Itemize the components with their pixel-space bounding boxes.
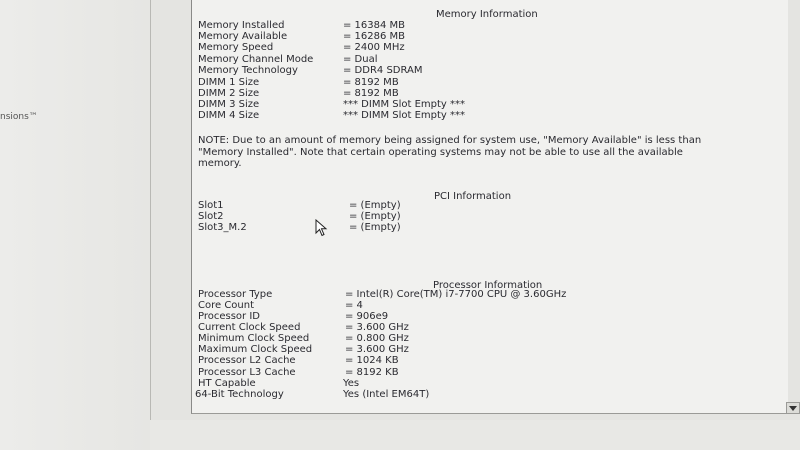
mouse-pointer-icon (315, 219, 329, 237)
memory-speed-label: Memory Speed (198, 42, 274, 53)
memory-channel-mode-label: Memory Channel Mode (198, 54, 314, 65)
memory-available-value: = 16286 MB (343, 31, 406, 42)
dimm2-size-label: DIMM 2 Size (198, 88, 260, 99)
slot1-label: Slot1 (198, 200, 224, 211)
memory-technology-value: = DDR4 SDRAM (343, 65, 423, 76)
core-count-label: Core Count (198, 300, 255, 311)
pci-information-title: PCI Information (434, 191, 512, 202)
processor-l3-cache-label: Processor L3 Cache (198, 367, 296, 378)
processor-type-label: Processor Type (198, 289, 273, 300)
memory-information-title: Memory Information (436, 9, 538, 20)
scroll-down-button[interactable] (786, 402, 800, 414)
dimm4-size-value: *** DIMM Slot Empty *** (343, 110, 466, 121)
bottom-strip (150, 420, 800, 450)
64bit-technology-label: 64-Bit Technology (195, 389, 284, 400)
memory-technology-label: Memory Technology (198, 65, 298, 76)
minimum-clock-speed-value: = 0.800 GHz (345, 333, 409, 344)
slot3-m2-value: = (Empty) (349, 222, 401, 233)
memory-speed-value: = 2400 MHz (343, 42, 405, 53)
current-clock-speed-value: = 3.600 GHz (345, 322, 409, 333)
processor-id-label: Processor ID (198, 311, 260, 322)
current-clock-speed-label: Current Clock Speed (198, 322, 301, 333)
64bit-technology-value: Yes (Intel EM64T) (343, 389, 430, 400)
dimm3-size-label: DIMM 3 Size (198, 99, 260, 110)
scroll-down-arrow-icon (789, 406, 797, 411)
maximum-clock-speed-value: = 3.600 GHz (345, 344, 409, 355)
core-count-value: = 4 (345, 300, 363, 311)
dimm3-size-value: *** DIMM Slot Empty *** (343, 99, 466, 110)
slot3-m2-label: Slot3_M.2 (198, 222, 247, 233)
processor-id-value: = 906e9 (345, 311, 389, 322)
ht-capable-value: Yes (343, 378, 360, 389)
processor-information-title: Processor Information (433, 280, 543, 291)
navigation-panel (0, 0, 151, 450)
minimum-clock-speed-label: Minimum Clock Speed (198, 333, 310, 344)
memory-installed-value: = 16384 MB (343, 20, 406, 31)
slot2-value: = (Empty) (349, 211, 401, 222)
sidebar-text-fragment: nsions™ (0, 112, 38, 122)
slot2-label: Slot2 (198, 211, 224, 222)
processor-l2-cache-value: = 1024 KB (345, 355, 399, 366)
processor-l3-cache-value: = 8192 KB (345, 367, 399, 378)
maximum-clock-speed-label: Maximum Clock Speed (198, 344, 313, 355)
processor-type-value: = Intel(R) Core(TM) i7-7700 CPU @ 3.60GHz (345, 289, 567, 300)
dimm2-size-value: = 8192 MB (343, 88, 399, 99)
memory-channel-mode-value: = Dual (343, 54, 378, 65)
dimm1-size-value: = 8192 MB (343, 77, 399, 88)
content-frame (150, 0, 799, 420)
dimm1-size-label: DIMM 1 Size (198, 77, 260, 88)
memory-installed-label: Memory Installed (198, 20, 285, 31)
memory-available-label: Memory Available (198, 31, 288, 42)
ht-capable-label: HT Capable (198, 378, 256, 389)
dimm4-size-label: DIMM 4 Size (198, 110, 260, 121)
memory-note: NOTE: Due to an amount of memory being assigned for system use, "Memory Available" is less than "Memory Installed". Note that certain operating systems may not be able to use all the available memory. (198, 135, 702, 169)
system-information-pane (191, 0, 788, 414)
slot1-value: = (Empty) (349, 200, 401, 211)
processor-l2-cache-label: Processor L2 Cache (198, 355, 296, 366)
